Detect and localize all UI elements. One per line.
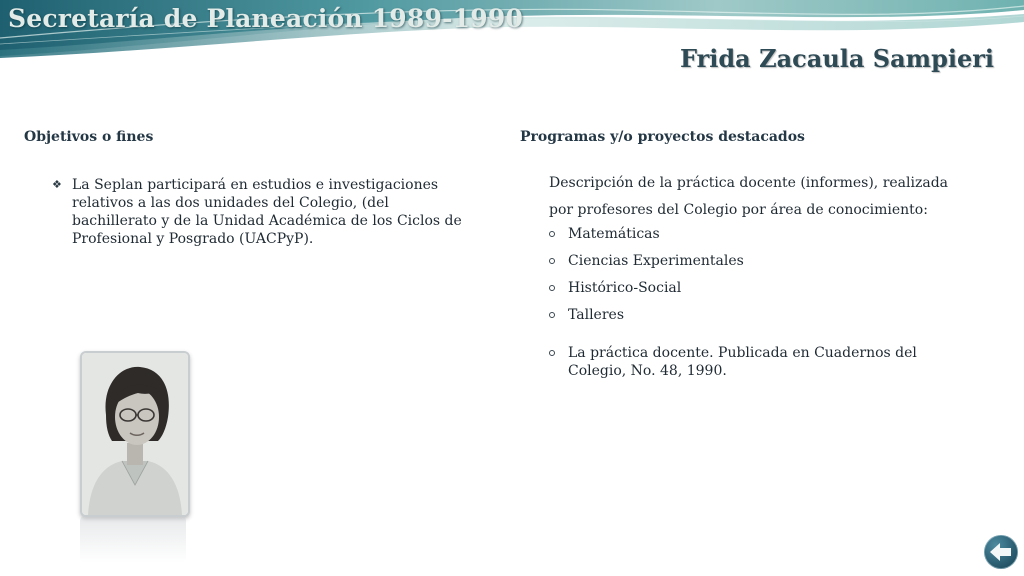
area-label: Ciencias Experimentales	[568, 253, 744, 269]
portrait-reflection	[80, 515, 186, 563]
person-name: Frida Zacaula Sampieri	[680, 44, 994, 73]
area-label: Talleres	[568, 307, 624, 323]
programs-heading: Programas y/o proyectos destacados	[520, 129, 805, 145]
area-label: Histórico-Social	[568, 280, 682, 296]
list-item	[549, 252, 979, 270]
diamond-bullet-icon: ❖	[52, 178, 62, 191]
objective-text: La Seplan participará en estudios e investigaciones relativos a las dos unidades del Colegio, (del bachillerato y de la Unidad Académica de los Ciclos de Profesional y Posgrado (UACPyP).	[72, 177, 462, 247]
portrait-photo	[80, 351, 190, 517]
circle-bullet-icon	[549, 258, 555, 264]
objectives-list	[52, 176, 472, 248]
circle-bullet-icon	[549, 350, 555, 356]
programs-list	[549, 225, 979, 389]
slide-title: Secretaría de Planeación 1989-1990	[8, 4, 524, 33]
back-button[interactable]	[983, 534, 1019, 570]
list-item	[549, 344, 979, 380]
programs-description: Descripción de la práctica docente (informes), realizada por profesores del Colegio por área de conocimiento:	[549, 175, 949, 218]
circle-bullet-icon	[549, 312, 555, 318]
list-item	[549, 306, 979, 324]
publication-text: La práctica docente. Publicada en Cuadernos del Colegio, No. 48, 1990.	[568, 345, 917, 379]
objectives-heading: Objetivos o fines	[24, 129, 154, 145]
circle-bullet-icon	[549, 231, 555, 237]
list-item	[549, 225, 979, 243]
circle-bullet-icon	[549, 285, 555, 291]
list-item	[52, 176, 472, 248]
area-label: Matemáticas	[568, 226, 660, 242]
arrow-left-icon	[983, 534, 1019, 570]
list-item	[549, 279, 979, 297]
